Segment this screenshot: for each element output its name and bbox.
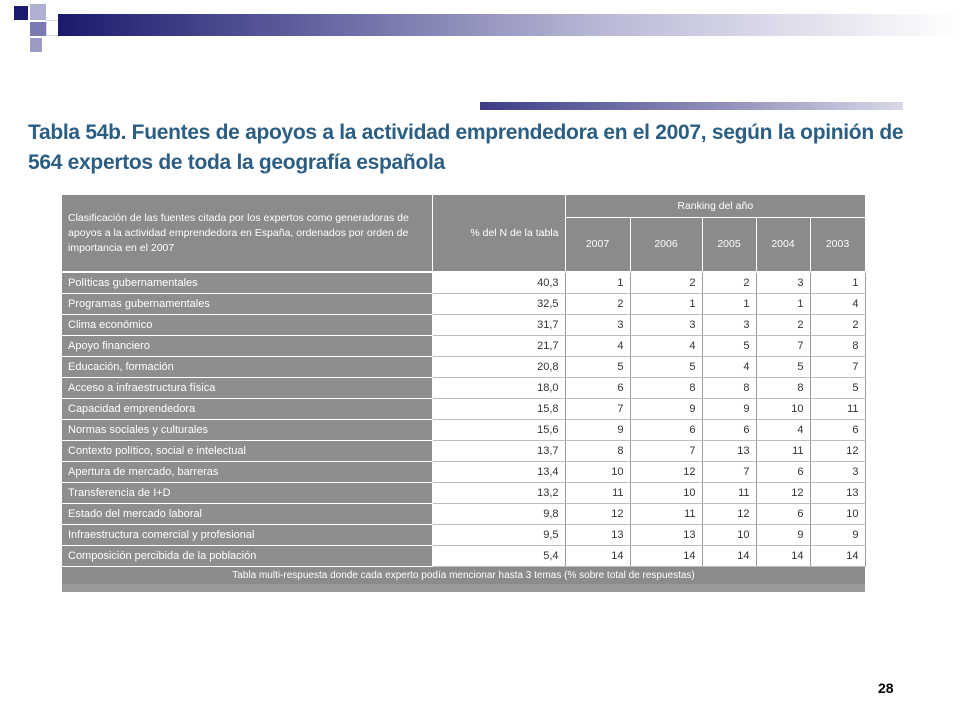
- row-rank-2004: 3: [756, 272, 810, 293]
- row-percent: 9,5: [432, 524, 565, 545]
- row-label: Apertura de mercado, barreras: [62, 461, 432, 482]
- table-row: [62, 440, 865, 461]
- row-rank-2004: 7: [756, 335, 810, 356]
- row-percent: 40,3: [432, 272, 565, 293]
- row-rank-2007: 6: [565, 377, 630, 398]
- deco-square: [30, 22, 46, 36]
- row-rank-2004: 9: [756, 524, 810, 545]
- row-rank-2006: 10: [630, 482, 702, 503]
- row-rank-2005: 11: [702, 482, 756, 503]
- row-rank-2004: 6: [756, 461, 810, 482]
- row-rank-2006: 8: [630, 377, 702, 398]
- table-row: [62, 293, 865, 314]
- row-rank-2004: 2: [756, 314, 810, 335]
- row-label: Transferencia de I+D: [62, 482, 432, 503]
- table-row: [62, 377, 865, 398]
- header-year: 2006: [630, 217, 702, 272]
- row-rank-2007: 9: [565, 419, 630, 440]
- row-rank-2007: 7: [565, 398, 630, 419]
- row-rank-2007: 5: [565, 356, 630, 377]
- deco-square: [14, 6, 28, 20]
- header-ranking: Ranking del año: [565, 195, 865, 217]
- row-label: Contexto político, social e intelectual: [62, 440, 432, 461]
- row-rank-2007: 8: [565, 440, 630, 461]
- slide-title: Tabla 54b. Fuentes de apoyos a la actividad emprendedora en el 2007, según la opinión de 564 expertos de toda la geografía española: [28, 121, 904, 174]
- row-rank-2005: 2: [702, 272, 756, 293]
- row-percent: 32,5: [432, 293, 565, 314]
- table-row: [62, 545, 865, 566]
- row-rank-2007: 13: [565, 524, 630, 545]
- row-rank-2005: 4: [702, 356, 756, 377]
- row-percent: 9,8: [432, 503, 565, 524]
- row-percent: 18,0: [432, 377, 565, 398]
- row-rank-2006: 5: [630, 356, 702, 377]
- row-rank-2005: 9: [702, 398, 756, 419]
- row-percent: 21,7: [432, 335, 565, 356]
- row-percent: 15,6: [432, 419, 565, 440]
- table-row: [62, 314, 865, 335]
- data-table: [62, 195, 866, 584]
- row-rank-2007: 10: [565, 461, 630, 482]
- row-rank-2007: 3: [565, 314, 630, 335]
- row-rank-2005: 6: [702, 419, 756, 440]
- deco-square: [30, 4, 46, 20]
- row-percent: 31,7: [432, 314, 565, 335]
- row-rank-2005: 7: [702, 461, 756, 482]
- row-rank-2006: 3: [630, 314, 702, 335]
- row-rank-2003: 8: [810, 335, 865, 356]
- row-rank-2003: 2: [810, 314, 865, 335]
- row-rank-2004: 8: [756, 377, 810, 398]
- row-rank-2003: 7: [810, 356, 865, 377]
- row-rank-2005: 1: [702, 293, 756, 314]
- row-rank-2004: 6: [756, 503, 810, 524]
- row-rank-2004: 10: [756, 398, 810, 419]
- row-rank-2006: 4: [630, 335, 702, 356]
- row-rank-2003: 10: [810, 503, 865, 524]
- table-row: [62, 356, 865, 377]
- row-label: Infraestructura comercial y profesional: [62, 524, 432, 545]
- header-year: 2005: [702, 217, 756, 272]
- header-year: 2007: [565, 217, 630, 272]
- row-rank-2004: 1: [756, 293, 810, 314]
- row-label: Clima económico: [62, 314, 432, 335]
- row-rank-2006: 12: [630, 461, 702, 482]
- row-percent: 13,2: [432, 482, 565, 503]
- row-label: Normas sociales y culturales: [62, 419, 432, 440]
- row-rank-2004: 4: [756, 419, 810, 440]
- row-rank-2007: 4: [565, 335, 630, 356]
- table-row: [62, 482, 865, 503]
- row-rank-2004: 14: [756, 545, 810, 566]
- row-percent: 5,4: [432, 545, 565, 566]
- row-rank-2003: 3: [810, 461, 865, 482]
- table-row: [62, 398, 865, 419]
- row-label: Composición percibida de la población: [62, 545, 432, 566]
- row-rank-2006: 7: [630, 440, 702, 461]
- title-accent-bar: [480, 102, 903, 110]
- row-rank-2004: 11: [756, 440, 810, 461]
- row-rank-2006: 6: [630, 419, 702, 440]
- row-label: Acceso a infraestructura física: [62, 377, 432, 398]
- row-rank-2007: 1: [565, 272, 630, 293]
- table-body: [62, 272, 865, 566]
- row-label: Apoyo financiero: [62, 335, 432, 356]
- row-rank-2003: 1: [810, 272, 865, 293]
- row-percent: 13,4: [432, 461, 565, 482]
- row-rank-2006: 1: [630, 293, 702, 314]
- row-rank-2005: 8: [702, 377, 756, 398]
- row-rank-2003: 12: [810, 440, 865, 461]
- table-row: [62, 524, 865, 545]
- row-label: Capacidad emprendedora: [62, 398, 432, 419]
- row-rank-2005: 12: [702, 503, 756, 524]
- header-percent: % del N de la tabla: [432, 195, 565, 272]
- row-rank-2004: 12: [756, 482, 810, 503]
- header-year: 2004: [756, 217, 810, 272]
- deco-square: [30, 38, 42, 52]
- row-rank-2006: 13: [630, 524, 702, 545]
- table-row: [62, 461, 865, 482]
- row-rank-2005: 10: [702, 524, 756, 545]
- row-label: Educación, formación: [62, 356, 432, 377]
- row-rank-2007: 11: [565, 482, 630, 503]
- row-rank-2007: 12: [565, 503, 630, 524]
- row-rank-2005: 13: [702, 440, 756, 461]
- row-rank-2003: 4: [810, 293, 865, 314]
- row-percent: 13,7: [432, 440, 565, 461]
- row-label: Programas gubernamentales: [62, 293, 432, 314]
- row-label: Estado del mercado laboral: [62, 503, 432, 524]
- header-classification: Clasificación de las fuentes citada por los expertos como generadoras de apoyos a la actividad emprendedora en España, ordenados por orden de importancia en el 2007: [62, 195, 432, 272]
- row-rank-2003: 14: [810, 545, 865, 566]
- table-footnote: Tabla multi-respuesta donde cada experto podía mencionar hasta 3 temas (% sobre total de respuestas): [62, 566, 865, 584]
- row-rank-2003: 5: [810, 377, 865, 398]
- data-table-container: [62, 195, 865, 592]
- page-number: 28: [878, 680, 894, 696]
- row-label: Políticas gubernamentales: [62, 272, 432, 293]
- row-percent: 20,8: [432, 356, 565, 377]
- row-rank-2006: 9: [630, 398, 702, 419]
- table-row: [62, 335, 865, 356]
- row-rank-2003: 11: [810, 398, 865, 419]
- row-rank-2005: 14: [702, 545, 756, 566]
- row-rank-2005: 3: [702, 314, 756, 335]
- row-rank-2004: 5: [756, 356, 810, 377]
- table-row: [62, 503, 865, 524]
- row-rank-2006: 14: [630, 545, 702, 566]
- row-percent: 15,8: [432, 398, 565, 419]
- table-row: [62, 272, 865, 293]
- row-rank-2003: 9: [810, 524, 865, 545]
- row-rank-2003: 13: [810, 482, 865, 503]
- row-rank-2003: 6: [810, 419, 865, 440]
- row-rank-2005: 5: [702, 335, 756, 356]
- row-rank-2006: 2: [630, 272, 702, 293]
- table-row: [62, 419, 865, 440]
- header-band: [58, 14, 960, 36]
- row-rank-2007: 2: [565, 293, 630, 314]
- row-rank-2006: 11: [630, 503, 702, 524]
- header-year: 2003: [810, 217, 865, 272]
- row-rank-2007: 14: [565, 545, 630, 566]
